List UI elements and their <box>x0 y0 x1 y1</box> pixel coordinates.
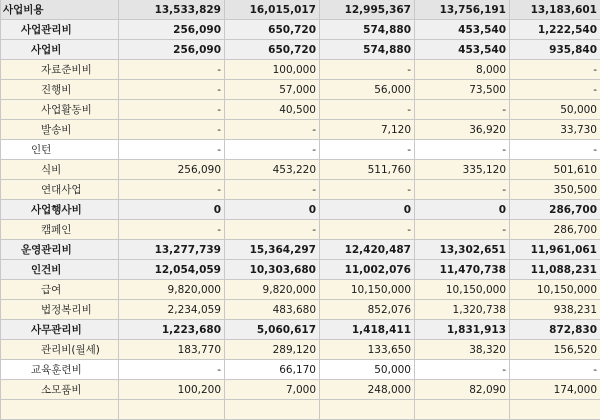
value-cell: 13,183,601 <box>510 0 600 20</box>
value-cell <box>415 400 510 420</box>
value-cell: - <box>510 60 600 80</box>
value-cell: 256,090 <box>119 160 225 180</box>
value-cell: - <box>119 140 225 160</box>
table-row <box>1 160 600 180</box>
value-cell: 501,610 <box>510 160 600 180</box>
value-cell <box>225 400 320 420</box>
row-label: 소모품비 <box>1 380 119 400</box>
value-cell: 650,720 <box>225 20 320 40</box>
value-cell: 256,090 <box>119 40 225 60</box>
table-row <box>1 40 600 60</box>
table-row <box>1 380 600 400</box>
value-cell: 100,200 <box>119 380 225 400</box>
table-row <box>1 0 600 20</box>
value-cell <box>320 400 415 420</box>
value-cell: - <box>119 80 225 100</box>
value-cell: 10,150,000 <box>415 280 510 300</box>
value-cell: 9,820,000 <box>225 280 320 300</box>
value-cell: 483,680 <box>225 300 320 320</box>
value-cell: 183,770 <box>119 340 225 360</box>
value-cell: - <box>320 140 415 160</box>
value-cell: 453,540 <box>415 40 510 60</box>
row-label: 인건비 <box>1 260 119 280</box>
value-cell: 13,277,739 <box>119 240 225 260</box>
row-label: 식비 <box>1 160 119 180</box>
table-row <box>1 140 600 160</box>
value-cell: 248,000 <box>320 380 415 400</box>
value-cell: 9,820,000 <box>119 280 225 300</box>
value-cell: 0 <box>415 200 510 220</box>
value-cell: - <box>510 360 600 380</box>
budget-table-body <box>1 0 600 420</box>
value-cell: 12,054,059 <box>119 260 225 280</box>
value-cell: - <box>119 220 225 240</box>
value-cell: - <box>225 220 320 240</box>
value-cell: 11,088,231 <box>510 260 600 280</box>
value-cell: 11,470,738 <box>415 260 510 280</box>
value-cell: - <box>119 60 225 80</box>
row-label <box>1 400 119 420</box>
row-label: 사업관리비 <box>1 20 119 40</box>
row-label: 진행비 <box>1 80 119 100</box>
table-row <box>1 280 600 300</box>
value-cell: 938,231 <box>510 300 600 320</box>
value-cell: - <box>119 120 225 140</box>
value-cell: 453,220 <box>225 160 320 180</box>
value-cell: 36,920 <box>415 120 510 140</box>
value-cell: 50,000 <box>510 100 600 120</box>
row-label: 운영관리비 <box>1 240 119 260</box>
table-row <box>1 120 600 140</box>
table-row <box>1 300 600 320</box>
row-label: 관리비(월세) <box>1 340 119 360</box>
value-cell: 133,650 <box>320 340 415 360</box>
table-row <box>1 220 600 240</box>
value-cell: - <box>119 360 225 380</box>
value-cell: 13,756,191 <box>415 0 510 20</box>
value-cell: 15,364,297 <box>225 240 320 260</box>
row-label: 자료준비비 <box>1 60 119 80</box>
value-cell: 286,700 <box>510 200 600 220</box>
value-cell: - <box>320 220 415 240</box>
value-cell: 0 <box>119 200 225 220</box>
value-cell: 8,000 <box>415 60 510 80</box>
value-cell: 7,000 <box>225 380 320 400</box>
value-cell: 453,540 <box>415 20 510 40</box>
value-cell: - <box>119 180 225 200</box>
value-cell: 11,961,061 <box>510 240 600 260</box>
table-row <box>1 340 600 360</box>
value-cell: - <box>415 220 510 240</box>
row-label: 캠페인 <box>1 220 119 240</box>
row-label: 사업행사비 <box>1 200 119 220</box>
value-cell: 5,060,617 <box>225 320 320 340</box>
value-cell: 16,015,017 <box>225 0 320 20</box>
value-cell: 156,520 <box>510 340 600 360</box>
value-cell: 10,303,680 <box>225 260 320 280</box>
value-cell: - <box>320 180 415 200</box>
row-label: 사업활동비 <box>1 100 119 120</box>
value-cell: 73,500 <box>415 80 510 100</box>
value-cell: 574,880 <box>320 40 415 60</box>
value-cell: 511,760 <box>320 160 415 180</box>
table-row <box>1 180 600 200</box>
value-cell: - <box>225 120 320 140</box>
value-cell: - <box>510 140 600 160</box>
value-cell: - <box>415 360 510 380</box>
table-row <box>1 200 600 220</box>
table-row <box>1 80 600 100</box>
row-label: 사업비용 <box>1 0 119 20</box>
value-cell: 289,120 <box>225 340 320 360</box>
value-cell: 33,730 <box>510 120 600 140</box>
table-row <box>1 360 600 380</box>
value-cell: - <box>225 180 320 200</box>
table-row <box>1 260 600 280</box>
value-cell: - <box>510 80 600 100</box>
row-label: 발송비 <box>1 120 119 140</box>
table-row <box>1 20 600 40</box>
value-cell: 256,090 <box>119 20 225 40</box>
row-label: 연대사업 <box>1 180 119 200</box>
value-cell: 10,150,000 <box>320 280 415 300</box>
value-cell: 574,880 <box>320 20 415 40</box>
value-cell: - <box>415 140 510 160</box>
value-cell: 1,418,411 <box>320 320 415 340</box>
value-cell: - <box>415 100 510 120</box>
value-cell: 872,830 <box>510 320 600 340</box>
row-label: 교육훈련비 <box>1 360 119 380</box>
row-label: 급여 <box>1 280 119 300</box>
value-cell: 0 <box>320 200 415 220</box>
row-label: 인턴 <box>1 140 119 160</box>
value-cell: 935,840 <box>510 40 600 60</box>
value-cell: 66,170 <box>225 360 320 380</box>
value-cell: 13,302,651 <box>415 240 510 260</box>
value-cell: 1,222,540 <box>510 20 600 40</box>
value-cell: 82,090 <box>415 380 510 400</box>
value-cell: 1,831,913 <box>415 320 510 340</box>
value-cell: - <box>320 60 415 80</box>
value-cell: 10,150,000 <box>510 280 600 300</box>
value-cell: 12,995,367 <box>320 0 415 20</box>
value-cell: - <box>225 140 320 160</box>
value-cell: 38,320 <box>415 340 510 360</box>
value-cell: 57,000 <box>225 80 320 100</box>
value-cell: 7,120 <box>320 120 415 140</box>
value-cell: 335,120 <box>415 160 510 180</box>
value-cell: 650,720 <box>225 40 320 60</box>
value-cell: 2,234,059 <box>119 300 225 320</box>
value-cell: 0 <box>225 200 320 220</box>
value-cell: 852,076 <box>320 300 415 320</box>
value-cell: 100,000 <box>225 60 320 80</box>
table-row <box>1 400 600 420</box>
table-row <box>1 100 600 120</box>
value-cell: 11,002,076 <box>320 260 415 280</box>
row-label: 법정복리비 <box>1 300 119 320</box>
value-cell: 40,500 <box>225 100 320 120</box>
row-label: 사업비 <box>1 40 119 60</box>
value-cell: - <box>320 100 415 120</box>
value-cell: 1,223,680 <box>119 320 225 340</box>
value-cell: - <box>119 100 225 120</box>
value-cell: 56,000 <box>320 80 415 100</box>
value-cell: - <box>415 180 510 200</box>
value-cell: 350,500 <box>510 180 600 200</box>
table-row <box>1 240 600 260</box>
value-cell: 286,700 <box>510 220 600 240</box>
value-cell: 1,320,738 <box>415 300 510 320</box>
value-cell: 13,533,829 <box>119 0 225 20</box>
table-row <box>1 60 600 80</box>
value-cell <box>510 400 600 420</box>
value-cell <box>119 400 225 420</box>
value-cell: 50,000 <box>320 360 415 380</box>
table-row <box>1 320 600 340</box>
value-cell: 12,420,487 <box>320 240 415 260</box>
value-cell: 174,000 <box>510 380 600 400</box>
row-label: 사무관리비 <box>1 320 119 340</box>
